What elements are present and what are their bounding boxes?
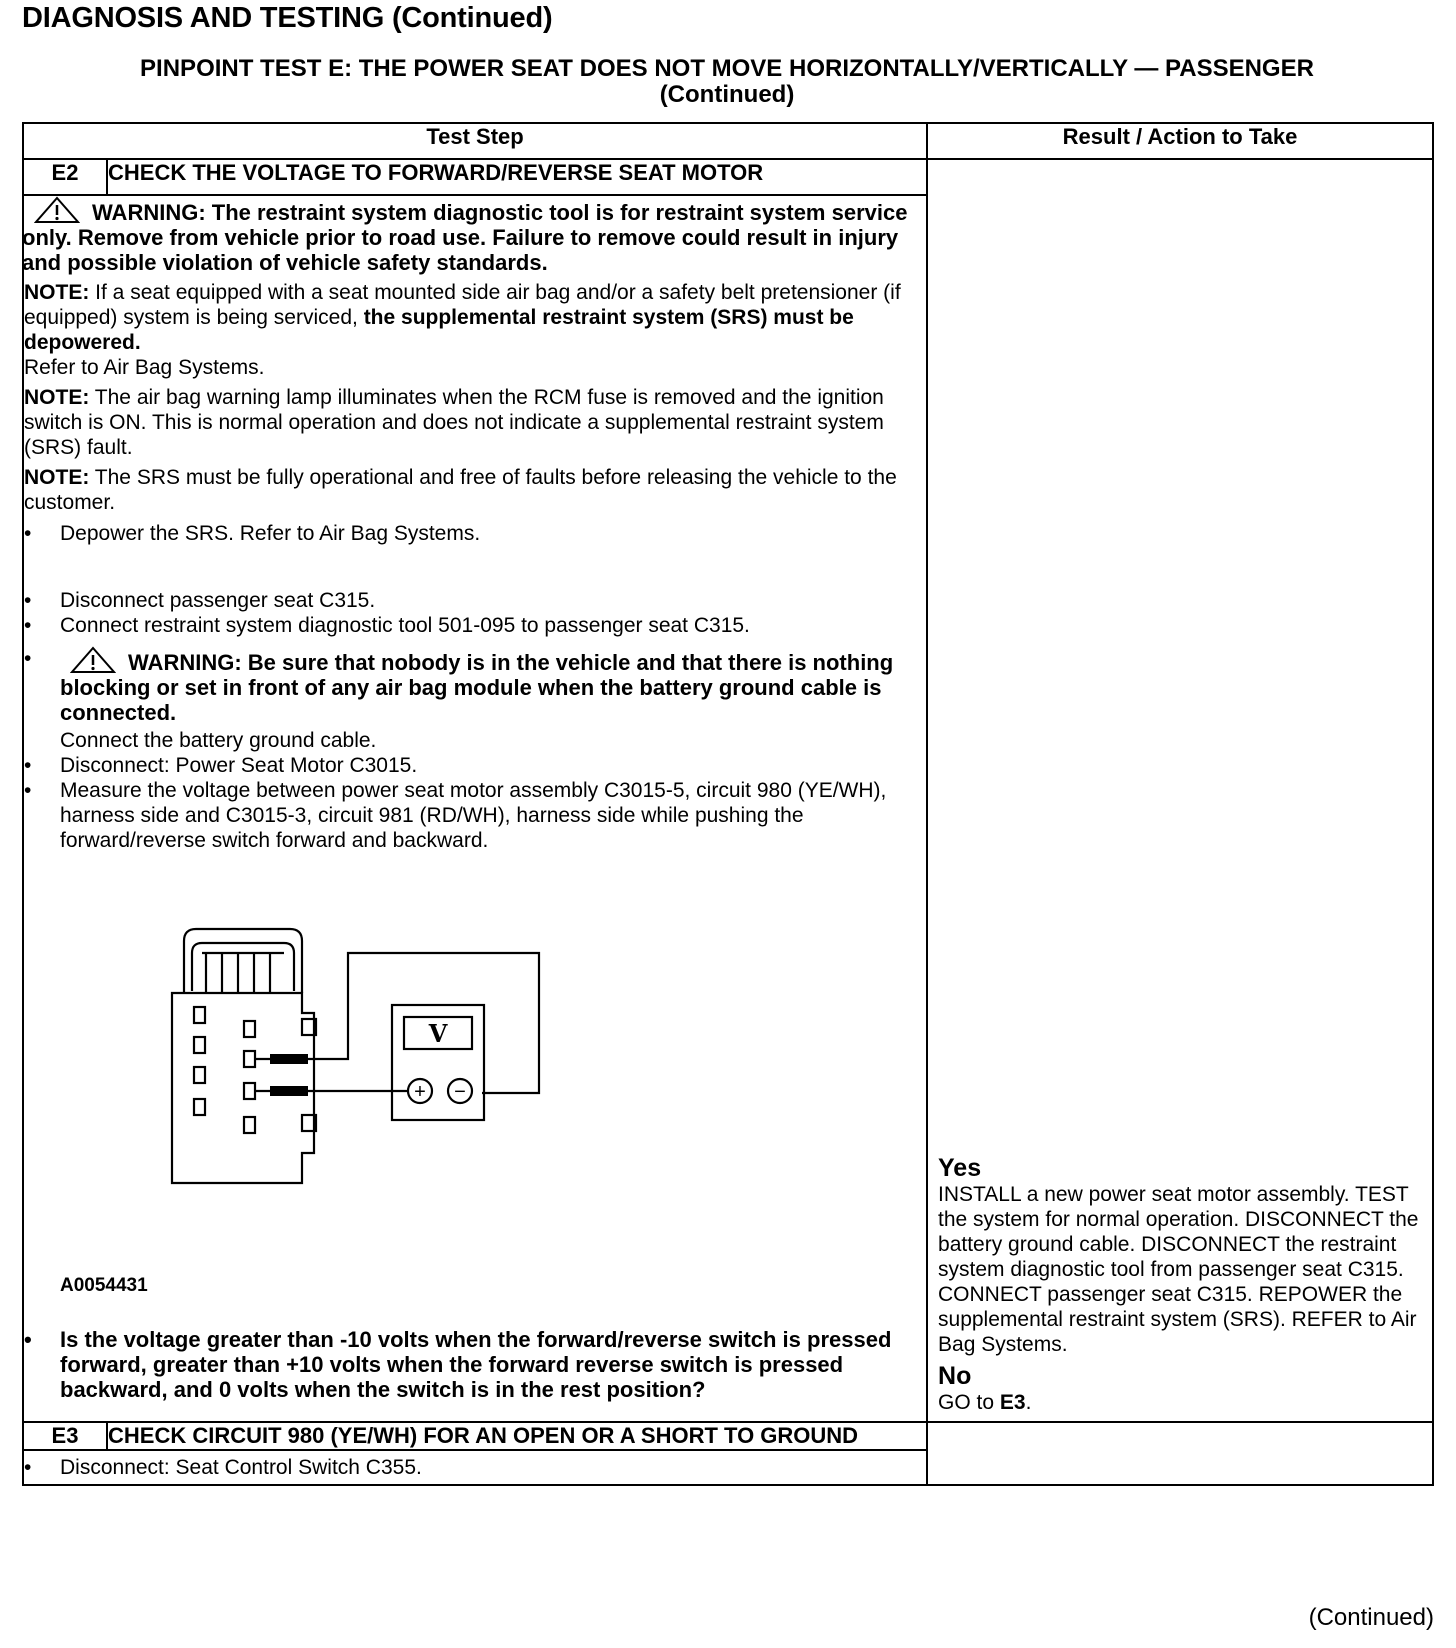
meter-minus-label: − bbox=[454, 1081, 466, 1103]
note-text: The air bag warning lamp illuminates when the RCM fuse is removed and the ignition switch is ON. This is normal operation and does not indicate a supplemental restraint system (SRS) fault. bbox=[24, 386, 884, 459]
warning-block-1 bbox=[22, 196, 926, 275]
list-item: • Disconnect: Seat Control Switch C355. bbox=[24, 1455, 926, 1480]
result-action-header: Result / Action to Take bbox=[927, 123, 1433, 159]
yes-action: INSTALL a new power seat motor assembly. TEST the system for normal operation. DISCONNECT the battery ground cable. DISCONNECT the restraint system diagnostic tool from passenger seat C315. CONNECT passenger seat C315. REPOWER the supplemental restraint system (SRS). REFER to Air Bag Systems. bbox=[938, 1183, 1419, 1356]
step-body-e2 bbox=[23, 195, 927, 1422]
test-step-header: Test Step bbox=[23, 123, 927, 159]
list-item: • Connect restraint system diagnostic tool 501-095 to passenger seat C315. bbox=[24, 613, 926, 638]
result-cell-e2 bbox=[927, 159, 1433, 1422]
connector-latch-inner bbox=[192, 943, 294, 991]
step-title-e2: CHECK THE VOLTAGE TO FORWARD/REVERSE SEAT MOTOR bbox=[107, 159, 927, 195]
note-srs-depower bbox=[24, 280, 926, 380]
note-label: NOTE: bbox=[24, 386, 90, 409]
list-item: • Measure the voltage between power seat motor assembly C3015-5, circuit 980 (YE/WH), harness side and C3015-3, circuit 981 (RD/WH), harness side while pushing the forward/reverse switch forward and backward. bbox=[24, 778, 926, 853]
meter-wire bbox=[308, 953, 539, 1093]
note-srs-operational bbox=[24, 465, 926, 515]
list-item: • Disconnect passenger seat C315. bbox=[24, 588, 926, 613]
step-id-e3: E3 bbox=[23, 1422, 107, 1450]
list-item: • Depower the SRS. Refer to Air Bag Systems. bbox=[24, 521, 926, 546]
no-action-suffix: . bbox=[1025, 1391, 1032, 1414]
connector-pin bbox=[194, 1099, 205, 1115]
probe-tip bbox=[270, 1086, 308, 1096]
meter-volts-label: V bbox=[428, 1019, 448, 1048]
test-title-line1: PINPOINT TEST E: THE POWER SEAT DOES NOT MOVE HORIZONTALLY/VERTICALLY — PASSENGER bbox=[140, 55, 1314, 82]
connector-latch bbox=[184, 929, 302, 993]
step-body-e3 bbox=[23, 1450, 927, 1485]
warning-text-2: WARNING: Be sure that nobody is in the vehicle and that there is nothing blocking or set in front of any air bag module when the battery ground cable is connected. bbox=[60, 650, 894, 725]
yes-label: Yes bbox=[938, 1154, 982, 1182]
voltmeter-connector-diagram bbox=[94, 923, 654, 1263]
step-title-e3: CHECK CIRCUIT 980 (YE/WH) FOR AN OPEN OR A SHORT TO GROUND bbox=[107, 1422, 927, 1450]
step-id-e2: E2 bbox=[23, 159, 107, 195]
pinpoint-test-title bbox=[22, 56, 1432, 108]
warning-triangle-icon bbox=[34, 196, 80, 224]
pinpoint-test-table bbox=[22, 122, 1434, 1486]
page-footer: (Continued) bbox=[1308, 1604, 1434, 1631]
warning-triangle-icon bbox=[70, 646, 116, 674]
connector-pin bbox=[194, 1007, 205, 1023]
warning-followup: Connect the battery ground cable. bbox=[60, 729, 377, 752]
figure-id: A0054431 bbox=[60, 1275, 148, 1296]
note-text: If a seat equipped with a seat mounted side air bag and/or a safety belt pretensioner (if equipped) system is being serviced, bbox=[24, 281, 901, 329]
page-header: DIAGNOSIS AND TESTING (Continued) bbox=[22, 2, 553, 34]
connector-pin bbox=[244, 1083, 255, 1099]
test-title-line2: (Continued) bbox=[659, 81, 795, 108]
note-warning-lamp bbox=[24, 385, 926, 460]
connector-pin bbox=[244, 1117, 255, 1133]
no-action-target: E3 bbox=[999, 1391, 1026, 1414]
meter-plus-label: + bbox=[414, 1081, 426, 1103]
result-cell-e3 bbox=[927, 1422, 1433, 1485]
warning-block-2 bbox=[60, 646, 926, 725]
note-label: NOTE: bbox=[24, 466, 90, 489]
connector-pin bbox=[244, 1021, 255, 1037]
note-label: NOTE: bbox=[24, 281, 90, 304]
no-label: No bbox=[938, 1362, 972, 1390]
probe-tip bbox=[270, 1054, 308, 1064]
no-action-prefix: GO to bbox=[938, 1391, 995, 1414]
note-reference: Refer to Air Bag Systems. bbox=[24, 356, 265, 379]
test-question: • Is the voltage greater than -10 volts when the forward/reverse switch is pressed forward, greater than +10 volts when the forward reverse switch is pressed backward, and 0 volts when the switch is in the rest position? bbox=[24, 1327, 926, 1402]
connector-pin bbox=[194, 1067, 205, 1083]
warning-text-1: WARNING: The restraint system diagnostic tool is for restraint system service only. Remove from vehicle prior to road use. Failure to remove could result in injury and possible violation of vehicle safety standards. bbox=[22, 200, 908, 275]
no-action bbox=[938, 1390, 1422, 1415]
connector-pin bbox=[244, 1051, 255, 1067]
result-block-e2 bbox=[938, 1155, 1422, 1415]
list-item: • Disconnect: Power Seat Motor C3015. bbox=[24, 753, 926, 778]
note-emphasis: the supplemental restraint system (SRS) must be depowered. bbox=[24, 306, 854, 354]
connector-diagram bbox=[24, 923, 926, 1323]
note-text: The SRS must be fully operational and free of faults before releasing the vehicle to the customer. bbox=[24, 466, 897, 514]
list-item-warning bbox=[24, 646, 926, 753]
connector-pin bbox=[194, 1037, 205, 1053]
